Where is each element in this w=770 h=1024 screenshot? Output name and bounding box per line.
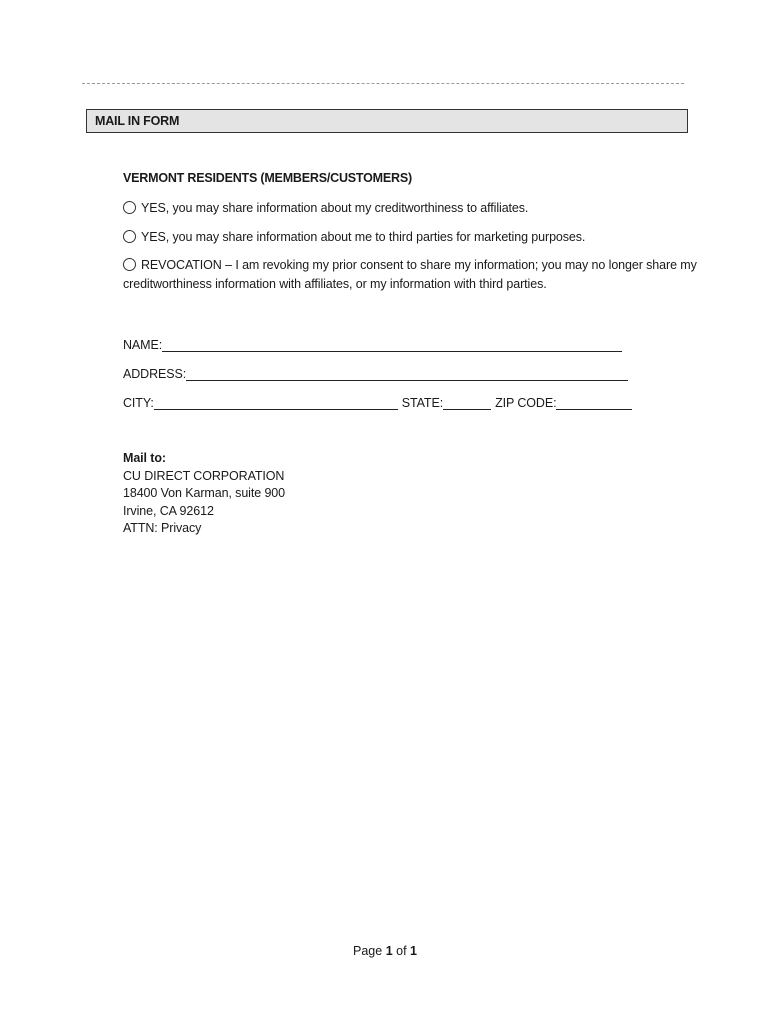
group-title: VERMONT RESIDENTS (MEMBERS/CUSTOMERS) (123, 171, 412, 185)
radio-button[interactable] (123, 230, 136, 243)
city-state-zip-row (123, 392, 632, 410)
address-label: ADDRESS: (123, 367, 187, 381)
mail-to-title: Mail to: (123, 451, 166, 465)
option-revocation[interactable] (123, 256, 698, 294)
name-field[interactable] (162, 337, 622, 352)
radio-button[interactable] (123, 258, 136, 271)
option-label: REVOCATION – I am revoking my prior consent to share my information; you may no longer share my creditworthiness information with affiliates, or my information with third parties. (123, 258, 697, 291)
page-current: 1 (385, 944, 393, 958)
page-total: 1 (410, 944, 417, 958)
cut-line-divider (82, 83, 684, 84)
mail-attention: ATTN: Privacy (123, 521, 202, 535)
state-label: STATE: (401, 396, 444, 410)
mail-street: 18400 Von Karman, suite 900 (123, 486, 286, 500)
mail-company: CU DIRECT CORPORATION (123, 468, 285, 483)
option-share-creditworthiness[interactable] (123, 199, 698, 218)
section-header (86, 109, 688, 133)
address-field-row (123, 363, 628, 381)
city-field[interactable] (154, 395, 398, 410)
mail-to-address (123, 450, 285, 538)
option-share-third-parties[interactable] (123, 228, 698, 247)
mail-city-state-zip: Irvine, CA 92612 (123, 503, 214, 518)
page-word: Page (353, 944, 383, 958)
name-field-row (123, 334, 622, 352)
state-field[interactable] (443, 395, 491, 410)
option-label: YES, you may share information about my creditworthiness to affiliates. (141, 201, 529, 215)
option-label: YES, you may share information about me to third parties for marketing purposes. (141, 230, 586, 244)
section-header-label: MAIL IN FORM (95, 114, 180, 128)
of-word: of (396, 944, 407, 958)
radio-button[interactable] (123, 201, 136, 214)
page-number (0, 944, 770, 958)
address-field[interactable] (186, 366, 628, 381)
zip-field[interactable] (556, 395, 632, 410)
zip-label: ZIP CODE: (495, 396, 557, 410)
city-label: CITY: (123, 396, 154, 410)
name-label: NAME: (123, 338, 163, 352)
